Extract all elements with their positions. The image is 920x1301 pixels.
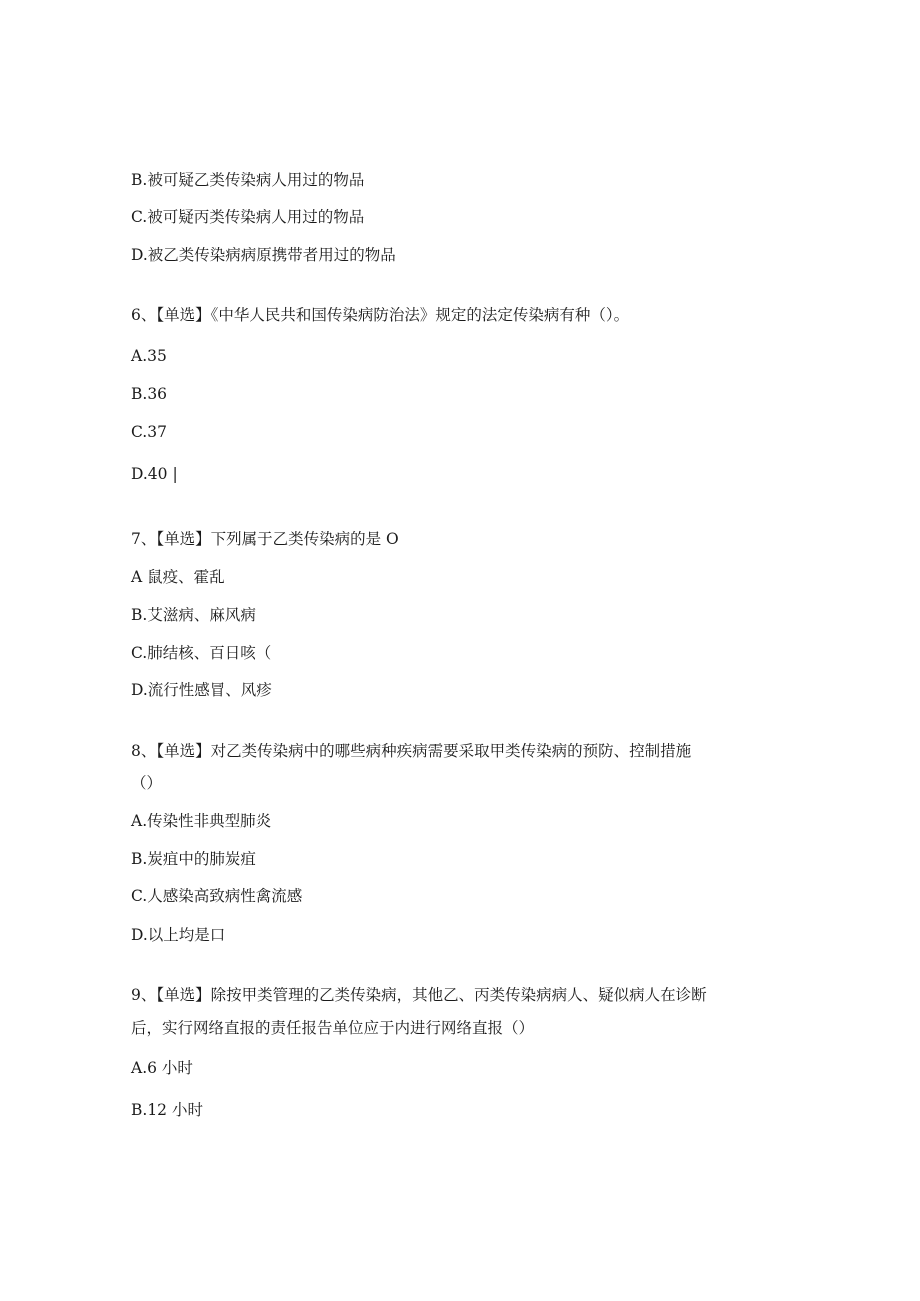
question-6: 6、【单选】《中华人民共和国传染病防治法》规定的法定传染病有种（）。 — [131, 306, 630, 324]
question-9-line2: 后，实行网络直报的责任报告单位应于内进行网络直报（） — [131, 1019, 535, 1037]
q6-option-d: D.40 | — [131, 465, 178, 483]
question-7: 7、【单选】下列属于乙类传染病的是 O — [131, 530, 399, 548]
q8-option-d: D.以上均是口 — [131, 926, 226, 944]
question-9-line1: 9、【单选】除按甲类管理的乙类传染病，其他乙、丙类传染病病人、疑似病人在诊断 — [131, 986, 707, 1004]
question-8-line1: 8、【单选】对乙类传染病中的哪些病种疾病需要采取甲类传染病的预防、控制措施 — [131, 742, 692, 760]
q6-option-b: B.36 — [131, 385, 168, 403]
q7-option-a: A 鼠疫、霍乱 — [131, 568, 225, 586]
q8-option-c: C.人感染高致病性禽流感 — [131, 887, 303, 905]
question-8-line2: （） — [131, 774, 163, 792]
q7-option-d: D.流行性感冒、风疹 — [131, 681, 272, 699]
q9-option-a: A.6 小时 — [131, 1059, 193, 1077]
q8-option-b: B.炭疽中的肺炭疽 — [131, 850, 256, 868]
q7-option-b: B.艾滋病、麻风病 — [131, 606, 256, 624]
q8-option-a: A.传染性非典型肺炎 — [131, 812, 272, 830]
q6-option-c: C.37 — [131, 423, 167, 441]
q6-option-a: A.35 — [131, 347, 167, 365]
option-c: C.被可疑丙类传染病人用过的物品 — [131, 208, 365, 226]
option-b: B.被可疑乙类传染病人用过的物品 — [131, 171, 365, 189]
q9-option-b: B.12 小时 — [131, 1101, 203, 1119]
q7-option-c: C.肺结核、百日咳（ — [131, 644, 272, 662]
option-d: D.被乙类传染病病原携带者用过的物品 — [131, 246, 396, 264]
